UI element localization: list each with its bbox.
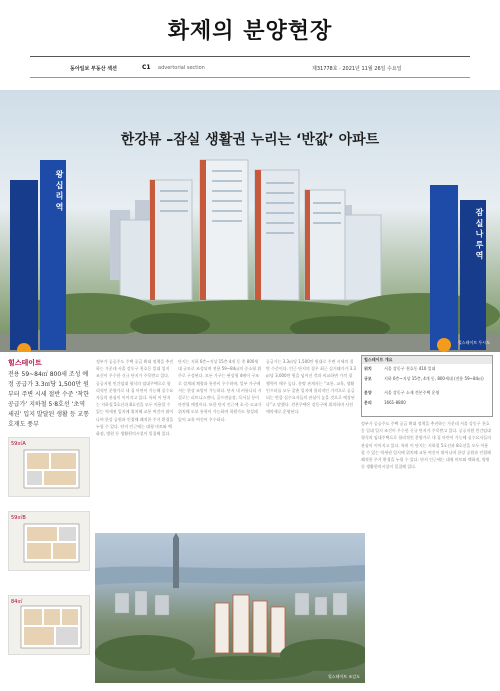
aerial-credit: 힐스테이트 조감도	[327, 674, 360, 679]
highlighted-complex	[215, 595, 285, 653]
info-value: 1661-8800	[384, 400, 406, 405]
paper-name: 동아일보 부동산 섹션	[70, 66, 117, 72]
sign-left-text: 왕 십 리 역	[55, 170, 64, 211]
info-value: 지하 6층~지상 15층, 4개 동, 800세대 (전용 59~84㎡)	[384, 376, 484, 381]
info-value: 서울 강동구 소재 견본주택 운영	[384, 390, 440, 395]
left-column-desc: 전용 59~84㎡ 800세 조성 예정 공급가 3.3㎡당 1,500만 원부터 주변 시세 절반 수준 ‘착한 공급가’ 지하철 5·8호선 ‘초역세권’ 입지 발달된 생활 등 교통호재도 풍부	[8, 371, 89, 428]
project-info-box	[361, 355, 493, 417]
aerial-view-image	[95, 533, 365, 683]
article-column-1: 정부가 공공주도 주택 공급 확대 정책을 추진하는 가운데 서울 강동구 천호동 일대 입지 조건이 우수한 신규 단지가 주목받고 있다. 공공지원 민간임대 형식의 임대주택으로 합리적인 분양가로 내 집 마련이 가능해 실수요자들의 관심이 이어지고 있다. 특히 이 단지는 지하철 5호선과 8호선을 모두 이용할 수 있는 역세권 입지에 위치해 교통 여건이 뛰어나며 한강 공원과 인접해 쾌적한 주거 환경을 누릴 수 있다. 단지 인근에는 대형 마트와 백화점, 병원 등 생활편의시설이 밀집해 있다.	[96, 359, 174, 437]
floor-plan-59a	[8, 437, 90, 497]
tower-group	[120, 160, 381, 300]
floor-plan-label: 59㎡A	[11, 441, 26, 447]
page-title: 화제의 분양현장	[167, 19, 333, 44]
article-column-3: 공급가는 3.3㎡당 1,500만 원대로 주변 시세의 절반 수준이다. 인근 단지의 경우 최근 실거래가가 3.3㎡당 3,000만 원을 넘어선 것과 비교하면 가격 경쟁력이 매우 높다. 분양 관계자는 “교통, 교육, 생활 인프라를 모두 갖춘 입지에 합리적인 가격으로 공급되는 만큼 실수요자들의 관심이 높을 것으로 예상된다”고 말했다. 견본주택은 강동구에 위치하며 사전 예약제로 운영된다.	[266, 359, 356, 415]
header-rule-bottom	[30, 77, 470, 78]
info-row	[364, 390, 490, 400]
hero-headline: 한강뷰 –잠실 생활권 누리는 ‘반값’ 아파트	[120, 132, 380, 148]
sign-right-text: 잠 실 나 루 역	[475, 208, 484, 260]
info-key: 규모	[364, 376, 372, 381]
info-row	[364, 376, 490, 386]
info-key: 분양	[364, 390, 372, 395]
section-note: advertorial section	[158, 65, 205, 71]
floor-plan-84	[8, 595, 90, 655]
aerial-drawing	[95, 533, 365, 683]
article-column-4: 정부가 공공주도 주택 공급 확대 정책을 추진하는 가운데 서울 강동구 천호동 일대 입지 조건이 우수한 신규 단지가 주목받고 있다. 공공지원 민간임대 형식의 임대주택으로 합리적인 분양가로 내 집 마련이 가능해 실수요자들의 관심이 이어지고 있다. 특히 이 단지는 지하철 5호선과 8호선을 모두 이용할 수 있는 역세권 입지에 위치해 교통 여건이 뛰어나며 한강 공원과 인접해 쾌적한 주거 환경을 누릴 수 있다. 단지 인근에는 대형 마트와 백화점, 병원 등 생활편의시설이 밀집해 있다.	[361, 421, 491, 470]
section-code: C1	[142, 64, 151, 71]
info-box-heading: 힐스테이트 개요	[362, 356, 492, 364]
info-value: 서울 강동구 천호동 410 일대	[384, 366, 436, 371]
floor-plan-label: 84㎡	[11, 599, 23, 605]
floor-plan-label: 59㎡B	[11, 515, 26, 521]
floor-plan-59b	[8, 511, 90, 571]
left-column-title: 힐스테이트	[8, 359, 42, 367]
article-column-2: 단지는 지하 6층~지상 15층 4개 동 총 800세대 규모로 조성되며 전용 59~84㎡의 중소형 위주로 구성된다. 모든 가구는 판상형 4베이 구조로 설계돼 채광과 통풍이 우수하며, 일부 가구에서는 한강 조망이 가능하다. 단지 내 커뮤니티 시설로는 피트니스센터, 골프연습장, 독서실 등이 마련될 예정이다. 또한 단지 인근에 초·중·고교가 위치해 도보 통학이 가능하며 학원가도 형성돼 있어 교육 여건이 우수하다.	[178, 359, 262, 422]
info-key: 문의	[364, 400, 372, 405]
hero-rendering	[0, 90, 500, 352]
info-row	[364, 400, 490, 410]
section-bar	[30, 63, 470, 75]
issue-info: 제31778호 · 2021년 11월 26일 수요일	[312, 66, 402, 72]
hero-credit: 힐스테이트 투시도	[457, 340, 490, 345]
header-rule	[30, 56, 470, 57]
info-key: 위치	[364, 366, 372, 371]
info-row	[364, 366, 490, 376]
